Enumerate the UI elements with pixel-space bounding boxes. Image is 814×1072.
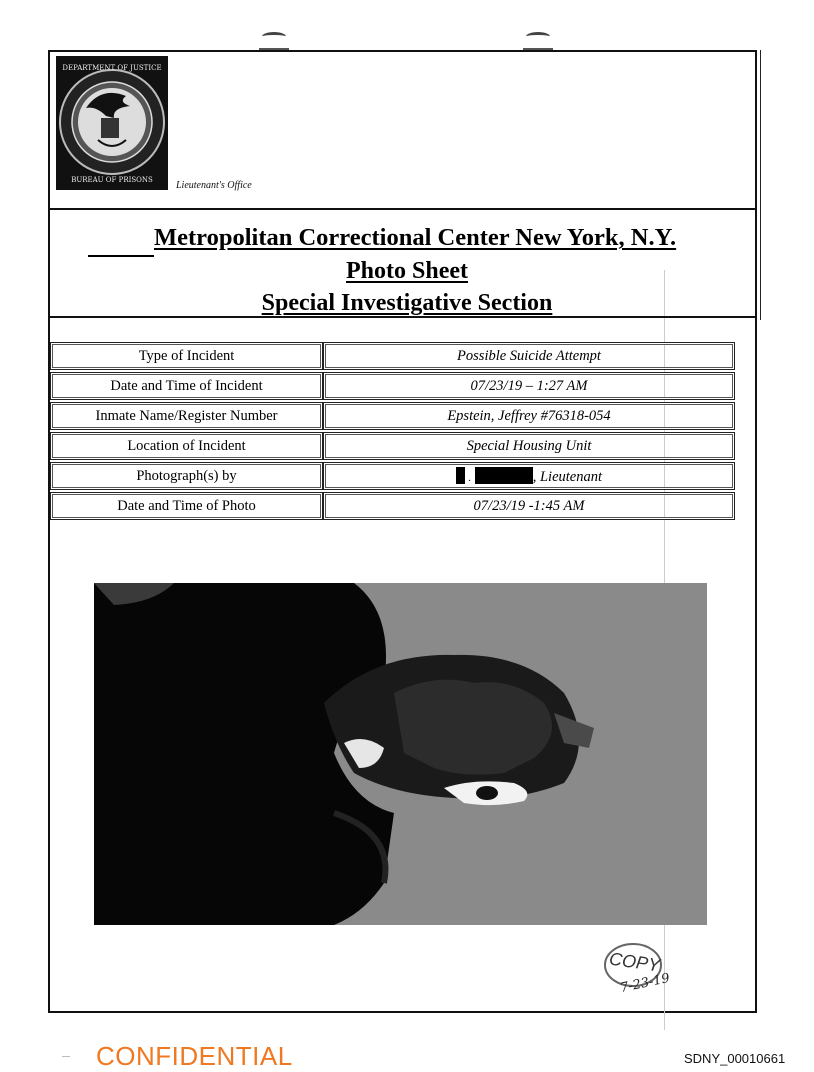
- row-value: 07/23/19 -1:45 AM: [323, 492, 735, 520]
- title-photo-sheet: [0, 258, 814, 285]
- title-underline-lead: [88, 255, 154, 257]
- svg-text:BUREAU OF PRISONS: BUREAU OF PRISONS: [71, 176, 153, 184]
- handwritten-date: 7-23-19: [618, 970, 672, 997]
- office-label: Lieutenant's Office: [176, 180, 252, 191]
- doj-seal-logo: [56, 56, 168, 190]
- row-label: Inmate Name/Register Number: [50, 402, 323, 430]
- row-label: Photograph(s) by: [50, 462, 323, 490]
- incident-table: [50, 340, 735, 522]
- row-value: Possible Suicide Attempt: [323, 342, 735, 370]
- redaction-dot: .: [468, 472, 472, 484]
- row-label: Date and Time of Incident: [50, 372, 323, 400]
- table-row: [50, 432, 735, 460]
- photographer-title: , Lieutenant: [532, 468, 603, 485]
- incident-photograph: [94, 583, 707, 925]
- table-row: [50, 462, 735, 490]
- table-row: [50, 342, 735, 370]
- title-section: Special Investigative Section: [261, 290, 553, 316]
- title-photo-sheet-text: Photo Sheet: [346, 258, 468, 284]
- bates-number: SDNY_00010661: [684, 1051, 786, 1066]
- row-value: Special Housing Unit: [323, 432, 735, 460]
- row-label: Location of Incident: [50, 432, 323, 460]
- table-row: [50, 402, 735, 430]
- row-label: Date and Time of Photo: [50, 492, 323, 520]
- copy-stamp-text: COPY: [607, 948, 662, 976]
- title-facility: Metropolitan Correctional Center New York, N.Y.: [154, 224, 677, 251]
- punch-hole-right: [523, 28, 553, 50]
- table-row: [50, 492, 735, 520]
- row-value: 07/23/19 – 1:27 AM: [323, 372, 735, 400]
- footer-dash: [62, 1056, 70, 1057]
- svg-text:DEPARTMENT OF JUSTICE: DEPARTMENT OF JUSTICE: [62, 64, 162, 72]
- table-row: [50, 372, 735, 400]
- row-value-redacted: [323, 462, 735, 490]
- confidential-label: CONFIDENTIAL: [96, 1041, 293, 1071]
- row-value: Epstein, Jeffrey #76318-054: [323, 402, 735, 430]
- redaction-block: [475, 467, 533, 484]
- punch-hole-left: [259, 28, 289, 50]
- redaction-block: [456, 467, 465, 484]
- row-label: Type of Incident: [50, 342, 323, 370]
